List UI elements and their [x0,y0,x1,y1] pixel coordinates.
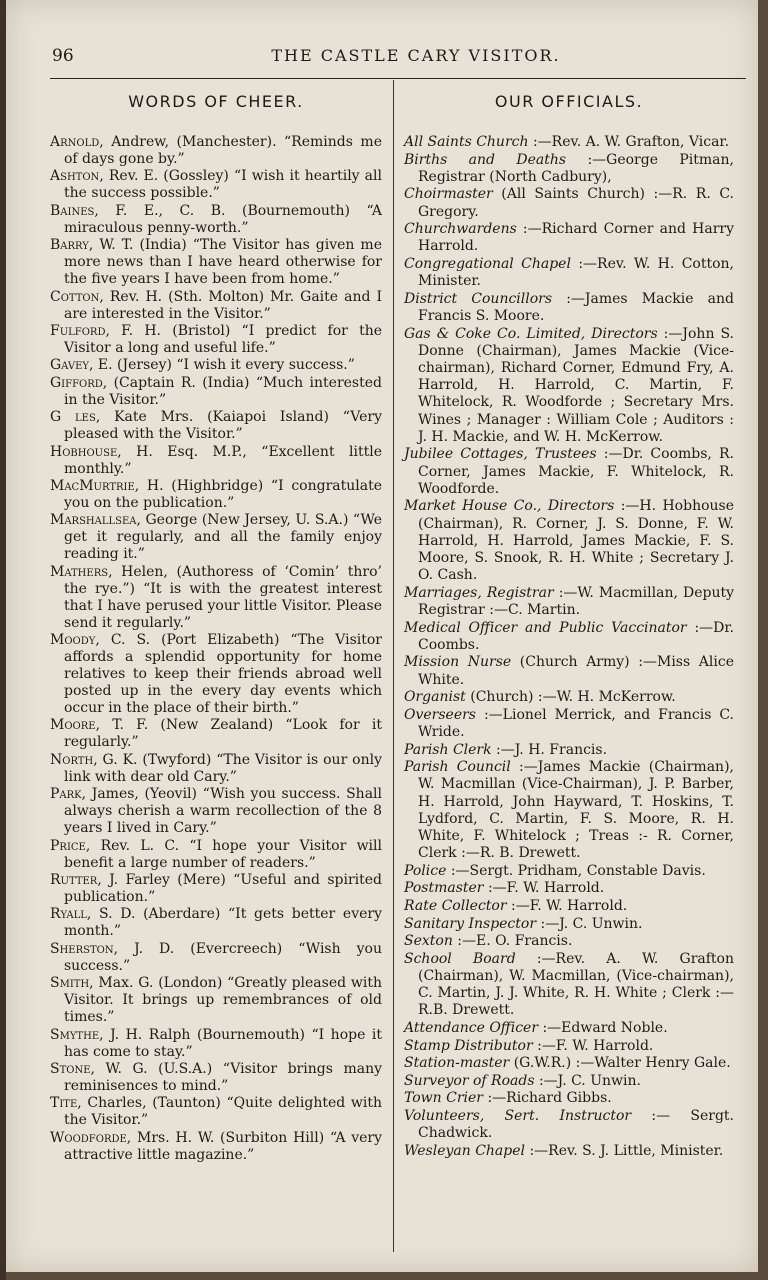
official-entry-role: Town Crier [404,1090,483,1107]
official-entry-text: :—H. Hobhouse (Chairman), R. Corner, J. S. Donne, F. W. Harrold, H. Harrold, James Mackie, F. S. Moore, S. Snook, R. H. White ; Secretary J. O. Cash. [418,498,734,584]
official-entry-text: (Church) :—W. H. McKerrow. [465,689,676,706]
official-entry-role: Parish Clerk [404,741,492,758]
cheer-entry-name: Park [50,786,82,803]
official-entry [404,742,734,759]
official-entry-role: Volunteers, Sert. Instructor [404,1107,632,1124]
cheer-entry [50,444,382,478]
cheer-entry-text: , Rev. L. C. “I hope your Visitor will benefit a large number of readers.” [64,837,382,871]
official-entry-role: School Board [404,950,516,967]
cheer-entry [50,409,382,443]
official-entry-role: Market House Co., Directors [404,498,615,515]
header-rule [50,78,746,79]
cheer-entry [50,134,382,168]
official-entry [404,1038,734,1055]
cheer-entry-name: Moody [50,632,96,649]
cheer-entry [50,1130,382,1164]
page-header [6,44,758,72]
cheer-entry-text: , James, (Yeovil) “Wish you success. Shall always cherish a warm recollection of the 8 years I lived in Cary.” [64,786,382,837]
cheer-entry [50,717,382,751]
our-officials-list [404,134,734,1160]
official-entry-text: :—Dr. Coombs. [418,619,734,653]
cheer-entry-name: Price [50,837,86,854]
cheer-entry-name: Ashton [50,168,100,185]
cheer-entry-text: , E. (Jersey) “I wish it every success.” [89,357,355,374]
cheer-entry-text: , J. Farley (Mere) “Useful and spirited publication.” [64,872,382,906]
cheer-entry [50,512,382,563]
cheer-entry [50,237,382,288]
cheer-entry-name: Hobhouse [50,443,118,460]
cheer-entry-name: Woodforde [50,1129,127,1146]
page-number: 96 [52,46,74,66]
cheer-entry [50,941,382,975]
official-entry [404,707,734,741]
official-entry [404,221,734,255]
official-entry-text: :—Richard Corner and Harry Harrold. [418,221,734,255]
cheer-entry-name: Barry [50,237,89,254]
official-entry [404,326,734,446]
cheer-entry [50,872,382,906]
cheer-entry [50,478,382,512]
official-entry-text: :—Edward Noble. [538,1019,668,1036]
official-entry-text: :—John S. Donne (Chairman), James Mackie (Vice-chairman), Richard Corner, Edmund Fry, A. Harrold, H. Harrold, C. Martin, F. Whitelock, R. Woodforde ; Secretary Mrs. Wines ; Manager : William Cole ; Auditors : J. H. Mackie, and W. H. McKerrow. [418,325,735,445]
cheer-entry-text: , Charles, (Taunton) “Quite delighted with the Visitor.” [64,1095,382,1129]
official-entry-text: (Church Army) :—Miss Alice White. [418,654,734,688]
official-entry [404,689,734,706]
official-entry [404,1073,734,1090]
cheer-entry-text: , C. S. (Port Elizabeth) “The Visitor affords a splendid opportunity for home relatives to keep their friends abroad well posted up in the every day events which occur in the place of their birth.” [64,632,382,717]
official-entry [404,446,734,498]
official-entry-text: :—Rev. W. H. Cotton, Minister. [418,255,734,290]
cheer-entry-text: , (Captain R. (India) “Much interested in the Visitor.” [64,374,382,408]
official-entry-text: :—F. W. Harrold. [483,880,605,897]
cheer-entry-name: Moore [50,717,96,734]
cheer-entry-text: , J. H. Ralph (Bournemouth) “I hope it has come to stay.” [64,1026,382,1060]
official-entry [404,620,734,654]
cheer-entry-text: , Rev. H. (Sth. Molton) Mr. Gaite and I are interested in the Visitor.” [64,288,382,322]
cheer-entry-name: Stone [50,1060,91,1077]
official-entry-text: (All Saints Church) :—R. R. C. Gregory. [418,186,734,220]
official-entry-text: :—Rev. A. W. Grafton (Chairman), W. Macmillan, (Vice-chairman), C. Martin, J. J. White, R. H. White ; Clerk :—R.B. Drewett. [418,950,734,1019]
cheer-entry-name: Smith [50,975,90,992]
official-entry [404,880,734,897]
official-entry-role: District Councillors [404,290,553,307]
official-entry-text: :—Rev. A. W. Grafton, Vicar. [528,134,730,150]
official-entry [404,654,734,688]
official-entry-role: Congregational Chapel [404,255,571,272]
official-entry-text: :—J. H. Francis. [491,741,608,758]
official-entry [404,863,734,880]
cheer-entry-text: , S. D. (Aberdare) “It gets better every month.” [64,906,382,940]
official-entry-role: Choirmaster [404,186,493,203]
cheer-entry-name: Gavey [50,357,90,374]
cheer-entry [50,375,382,409]
official-entry-text: :—Richard Gibbs. [483,1090,612,1107]
official-entry-text: :—J. C. Unwin. [536,915,643,932]
official-entry-role: Sexton [404,933,453,950]
cheer-entry-text: , Rev. E. (Gossley) “I wish it heartily all the success possible.” [64,168,382,202]
cheer-entry [50,632,382,717]
official-entry [404,1143,734,1160]
words-of-cheer-heading: WORDS OF CHEER. [128,92,304,111]
official-entry [404,898,734,915]
cheer-entry-name: Baines [50,202,95,219]
cheer-entry [50,564,382,632]
official-entry-role: Births and Deaths [404,151,567,168]
cheer-entry [50,357,382,374]
official-entry [404,1108,734,1142]
official-entry [404,759,734,862]
official-entry-text: :—J. C. Unwin. [534,1072,641,1089]
official-entry-role: Wesleyan Chapel [404,1142,526,1159]
cheer-entry [50,1027,382,1061]
cheer-entry-text: , H. (Highbridge) “I congratulate you on the publication.” [64,477,382,511]
cheer-entry-name: Smythe [50,1026,100,1043]
official-entry-text: :—Lionel Merrick, and Francis C. Wride. [418,706,734,740]
official-entry-role: Station-master [404,1055,510,1072]
official-entry-text: :— Sergt. Chadwick. [418,1107,734,1142]
book-page [6,0,758,1272]
official-entry [404,186,734,220]
words-of-cheer-list [50,134,382,1164]
official-entry-role: Jubilee Cottages, Trustees [404,446,597,463]
running-title: THE CASTLE CARY VISITOR. [271,46,561,65]
cheer-entry [50,906,382,940]
official-entry [404,1090,734,1107]
cheer-entry-name: Cotton [50,288,100,305]
official-entry [404,152,734,186]
official-entry-role: Sanitary Inspector [404,915,537,932]
cheer-entry-text: , T. F. (New Zealand) “Look for it regularly.” [64,717,382,751]
our-officials-heading: OUR OFFICIALS. [494,92,644,111]
official-entry [404,291,734,325]
cheer-entry [50,1061,382,1095]
cheer-entry [50,838,382,872]
official-entry-role: Mission Nurse [404,654,512,671]
cheer-entry [50,1095,382,1129]
official-entry-role: Medical Officer and Public Vaccinator [404,619,687,636]
official-entry-role: Churchwardens [404,221,517,238]
official-entry-text: :—F. W. Harrold. [506,897,628,914]
cheer-entry [50,289,382,323]
official-entry [404,933,734,950]
cheer-entry [50,323,382,357]
cheer-entry-name: Fulford [50,322,106,339]
cheer-entry-text: , Mrs. H. W. (Surbiton Hill) “A very attractive little magazine.” [64,1129,382,1163]
official-entry-role: Rate Collector [404,897,507,914]
cheer-entry-text: , W. G. (U.S.A.) “Visitor brings many reminisences to mind.” [64,1060,382,1094]
cheer-entry-name: Marshallsea [50,512,137,529]
cheer-entry-text: , Andrew, (Manchester). “Reminds me of days gone by.” [64,134,382,167]
official-entry [404,951,734,1020]
official-entry [404,134,734,151]
official-entry [404,585,734,619]
official-entry-text: :—E. O. Francis. [452,933,573,950]
cheer-entry-name: MacMurtrie [50,477,135,494]
official-entry [404,498,734,584]
cheer-entry-text: , F. H. (Bristol) “I predict for the Visitor a long and useful life.” [64,322,382,356]
official-entry [404,1020,734,1037]
official-entry-role: Attendance Officer [404,1019,539,1036]
official-entry-role: Police [404,862,447,879]
cheer-entry-text: , Helen, (Authoress of ‘Comin’ thro’ the rye.”) “It is with the greatest interest that I have perused your little Visitor. Please send it regularly.” [64,563,382,631]
cheer-entry-text: , W. T. (India) “The Visitor has given me more news than I have heard otherwise for the five years I have been from home.” [64,237,382,288]
official-entry-text: :—James Mackie (Chairman), W. Macmillan (Vice-Chairman), J. P. Barber, H. Harrold, John Hayward, T. Hoskins, T. Lydford, C. Martin, F. S. Moore, R. H. White, F. Whitelock ; Treas :- R. Corner, Clerk :—R. B. Drewett. [418,759,734,862]
words-of-cheer-column [50,92,382,1164]
official-entry-role: All Saints Church [404,134,529,150]
official-entry [404,1055,734,1072]
official-entry-role: Parish Council [404,759,511,776]
cheer-entry [50,168,382,202]
official-entry [404,256,734,290]
official-entry-role: Marriages, Registrar [404,584,554,601]
cheer-entry-text: , George (New Jersey, U. S.A.) “We get it regularly, and all the family enjoy reading it.” [64,512,382,563]
cheer-entry-name: North [50,751,94,768]
official-entry-text: :—F. W. Harrold. [532,1037,654,1054]
cheer-entry-text: , Kate Mrs. (Kaiapoi Island) “Very pleased with the Visitor.” [64,409,382,443]
official-entry-role: Gas & Coke Co. Limited, Directors [404,325,658,342]
cheer-entry-name: Ryall [50,906,87,923]
cheer-entry [50,786,382,837]
cheer-entry-name: Rutter [50,872,98,889]
cheer-entry-text: , Max. G. (London) “Greatly pleased with Visitor. It brings up remembrances of old times.” [64,975,382,1026]
cheer-entry-name: Sherston [50,940,114,957]
cheer-entry-name: Mathers [50,563,109,580]
cheer-entry-name: Gifford [50,374,103,391]
cheer-entry-text: , H. Esq. M.P., “Excellent little monthly.” [64,443,382,477]
cheer-entry-text: , F. E., C. B. (Bournemouth) “A miraculous penny-worth.” [64,202,382,236]
cheer-entry-name: Arnold [50,134,100,150]
cheer-entry-text: , G. K. (Twyford) “The Visitor is our only link with dear old Cary.” [64,751,382,785]
cheer-entry-text: , J. D. (Evercreech) “Wish you success.” [64,940,382,974]
official-entry-role: Postmaster [404,880,484,897]
official-entry-role: Surveyor of Roads [404,1072,535,1089]
official-entry-text: :—Dr. Coombs, R. Corner, James Mackie, F. Whitelock, R. Woodforde. [418,446,734,497]
cheer-entry [50,203,382,237]
cheer-entry [50,752,382,786]
our-officials-column [404,92,734,1160]
column-divider [393,80,394,1252]
official-entry-text: :—Rev. S. J. Little, Minister. [525,1142,724,1159]
official-entry-text: :—George Pitman, Registrar (North Cadbury), [418,151,734,185]
official-entry-text: :—James Mackie and Francis S. Moore. [418,290,734,324]
official-entry-role: Overseers [404,706,476,723]
official-entry-text: (G.W.R.) :—Walter Henry Gale. [509,1055,731,1072]
cheer-entry-name: Tite [50,1095,78,1112]
official-entry-text: :—Sergt. Pridham, Constable Davis. [446,862,706,879]
cheer-entry-name: G les [50,409,96,426]
official-entry-role: Stamp Distributor [404,1037,533,1054]
official-entry-text: :—W. Macmillan, Deputy Registrar :—C. Martin. [418,584,734,618]
official-entry [404,916,734,933]
official-entry-role: Organist [404,689,466,706]
cheer-entry [50,975,382,1026]
